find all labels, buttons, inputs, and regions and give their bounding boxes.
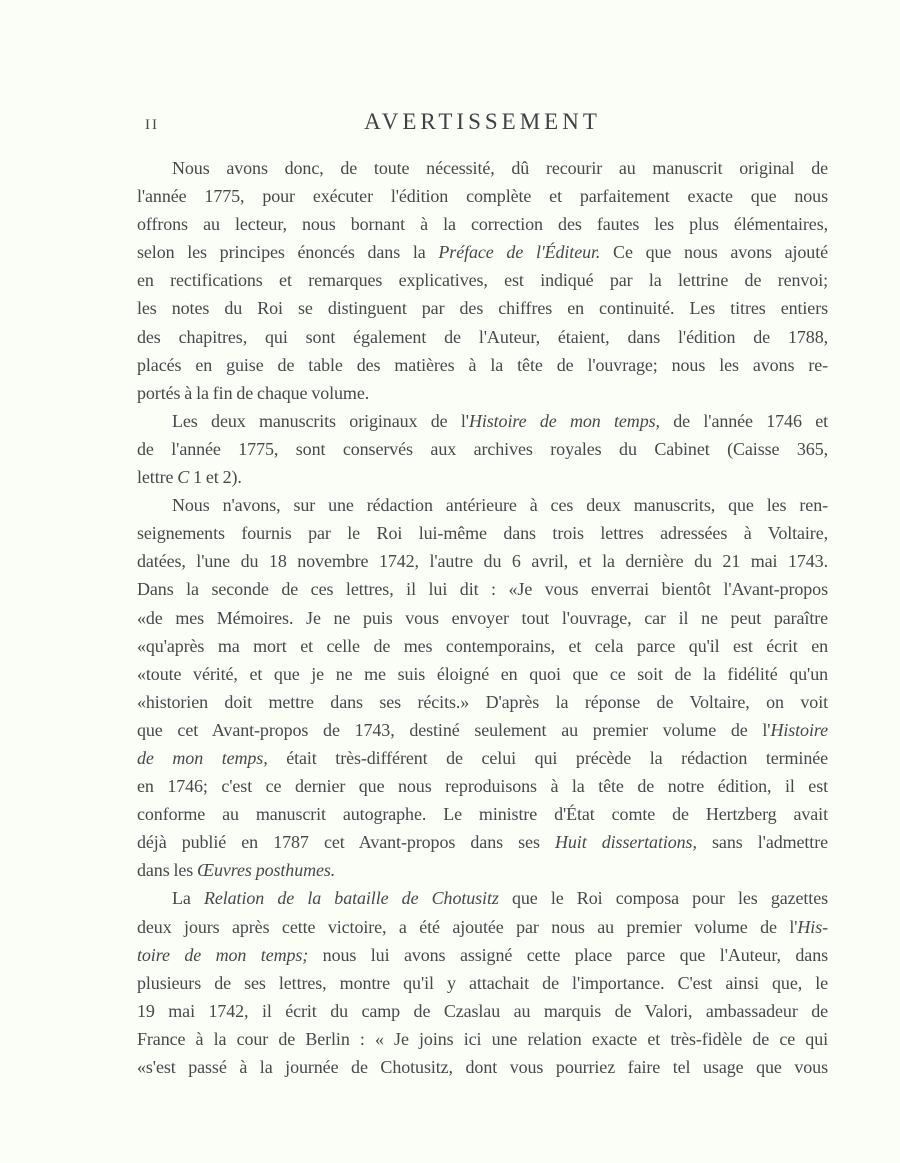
italic-text-run: toire de mon temps;: [137, 944, 309, 965]
page-title: AVERTISSEMENT: [364, 109, 601, 134]
text-run: lettre: [137, 467, 178, 488]
italic-text-run: C: [177, 467, 190, 488]
text-run: datées, l'une du 18 novembre 1742, l'autre du 6 avril, et la dernière du 21 mai 1743.: [137, 551, 828, 572]
text-block: [137, 154, 828, 1081]
text-line: [137, 435, 828, 463]
text-line: [137, 1053, 828, 1081]
text-line: [137, 154, 828, 182]
text-line: [137, 688, 828, 716]
text-run: 1 et 2).: [189, 467, 242, 488]
text-run: était très-différent de celui qui précède la rédaction terminée: [267, 747, 828, 768]
italic-text-run: Préface de l'Éditeur.: [438, 242, 601, 263]
text-run: seignements fournis par le Roi lui-même dans trois lettres adressées à Voltaire,: [137, 523, 828, 544]
paragraph: [137, 491, 828, 884]
text-line: [137, 294, 828, 322]
text-run: sans l'admettre: [696, 832, 828, 853]
text-run: l'année 1775, pour exécuter l'édition complète et parfaitement exacte que nous: [137, 186, 828, 207]
text-line: [137, 969, 828, 997]
text-line: [137, 463, 828, 491]
text-run: «s'est passé à la journée de Chotusitz, dont vous pourriez faire tel usage que vous: [137, 1057, 828, 1077]
text-run: que le Roi composa pour les gazettes: [498, 888, 828, 909]
text-line: [137, 604, 828, 632]
text-line: [137, 856, 828, 884]
text-line: [137, 716, 828, 744]
text-line: [137, 884, 828, 912]
text-run: que cet Avant-propos de 1743, destiné seulement au premier volume de l': [137, 719, 771, 740]
text-run: de l'année 1775, sont conservés aux archives royales du Cabinet (Caisse 365,: [137, 438, 828, 459]
text-line: [137, 800, 828, 828]
italic-text-run: Œuvres posthumes.: [197, 860, 336, 881]
text-line: [137, 744, 828, 772]
text-line: [137, 323, 828, 351]
text-run: portés à la fin de chaque volume.: [137, 382, 370, 403]
paragraph: [137, 884, 828, 1081]
text-run: en rectifications et remarques explicatives, est indiqué par la lettrine de renvoi;: [137, 270, 828, 291]
text-run: «toute vérité, et que je ne me suis éloigné en quoi que ce soit de la fidélité qu'un: [137, 663, 828, 684]
text-line: [137, 997, 828, 1025]
text-run: Nous n'avons, sur une rédaction antérieure à ces deux manuscrits, que les ren-: [172, 495, 828, 516]
text-line: [137, 772, 828, 800]
text-line: [137, 519, 828, 547]
text-run: selon les principes énoncés dans la: [137, 242, 439, 263]
text-run: deux jours après cette victoire, a été ajoutée par nous au premier volume de l': [137, 916, 798, 937]
italic-text-run: Histoire: [770, 719, 828, 740]
text-run: des chapitres, qui sont également de l'Auteur, étaient, dans l'édition de 1788,: [137, 326, 828, 347]
italic-text-run: de mon temps,: [137, 747, 268, 768]
italic-text-run: His-: [797, 916, 828, 937]
text-run: «qu'après ma mort et celle de mes contemporains, et cela parce qu'il est écrit en: [137, 635, 828, 656]
paragraph: [137, 154, 828, 407]
text-line: [137, 547, 828, 575]
text-run: «de mes Mémoires. Je ne puis vous envoyer tout l'ouvrage, car il ne peut paraître: [137, 607, 828, 628]
text-run: de l'année 1746 et: [659, 410, 828, 431]
text-line: [137, 491, 828, 519]
text-line: [137, 238, 828, 266]
text-run: Les deux manuscrits originaux de l': [172, 410, 469, 431]
text-run: 19 mai 1742, il écrit du camp de Czaslau au marquis de Valori, ambassadeur de: [137, 1000, 828, 1021]
text-run: France à la cour de Berlin : « Je joins ici une relation exacte et très-fidèle de ce qui: [137, 1028, 828, 1049]
italic-text-run: Huit dissertations,: [555, 832, 697, 853]
text-run: déjà publié en 1787 cet Avant-propos dans ses: [137, 832, 555, 853]
text-run: La: [172, 888, 204, 909]
text-run: Dans la seconde de ces lettres, il lui dit : «Je vous enverrai bientôt l'Avant-propos: [137, 579, 828, 600]
text-run: «historien doit mettre dans ses récits.» D'après la réponse de Voltaire, on voit: [137, 691, 828, 712]
text-line: [137, 351, 828, 379]
text-line: [137, 828, 828, 856]
text-line: [137, 182, 828, 210]
text-line: [137, 660, 828, 688]
text-line: [137, 266, 828, 294]
italic-text-run: Relation de la bataille de Chotusitz: [203, 888, 499, 909]
text-line: [137, 1025, 828, 1053]
text-run: nous lui avons assigné cette place parce que l'Auteur, dans: [308, 944, 828, 965]
text-line: [137, 210, 828, 238]
text-run: Ce que nous avons ajouté: [600, 242, 828, 263]
text-run: placés en guise de table des matières à la tête de l'ouvrage; nous les avons re-: [137, 354, 828, 375]
text-run: les notes du Roi se distinguent par des chiffres en continuité. Les titres entiers: [137, 298, 828, 319]
text-line: [137, 913, 828, 941]
text-line: [137, 575, 828, 603]
text-line: [137, 941, 828, 969]
text-line: [137, 379, 828, 407]
text-run: plusieurs de ses lettres, montre qu'il y attachait de l'importance. C'est ainsi que, le: [137, 972, 828, 993]
text-line: [137, 407, 828, 435]
page-number: II: [145, 117, 159, 133]
text-line: [137, 632, 828, 660]
text-run: conforme au manuscrit autographe. Le ministre d'État comte de Hertzberg avait: [137, 804, 828, 825]
paragraph: [137, 407, 828, 491]
text-run: en 1746; c'est ce dernier que nous reproduisons à la tête de notre édition, il est: [137, 776, 828, 797]
text-run: offrons au lecteur, nous bornant à la correction des fautes les plus élémentaires,: [137, 214, 828, 235]
text-run: dans les: [137, 860, 198, 881]
text-run: Nous avons donc, de toute nécessité, dû recourir au manuscrit original de: [172, 158, 828, 178]
italic-text-run: Histoire de mon temps,: [468, 410, 660, 431]
